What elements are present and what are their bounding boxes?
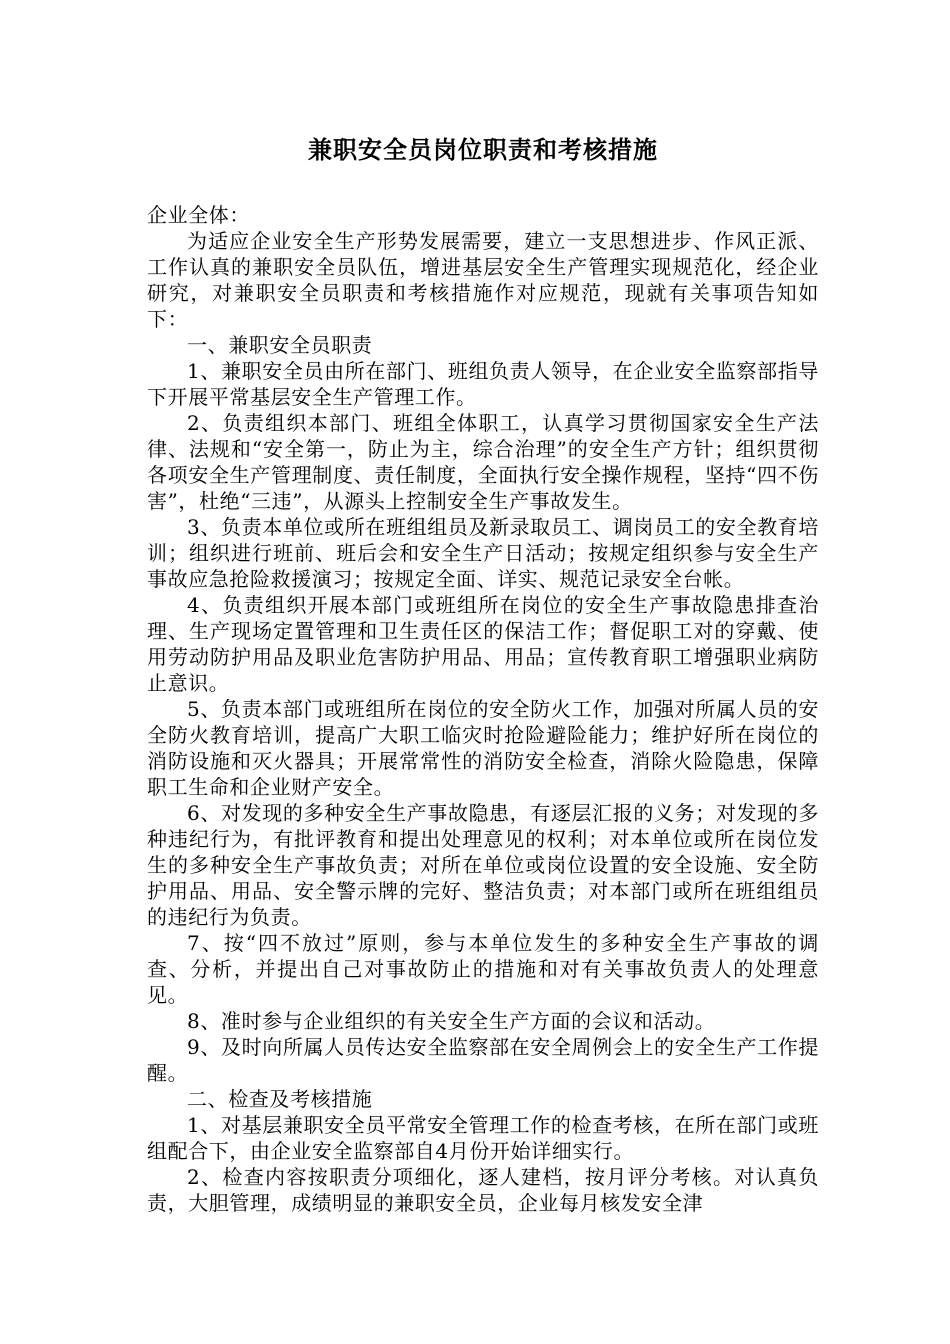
assessment-item-1: 1、对基层兼职安全员平常安全管理工作的检查考核，在所在部门或班组配合下，由企业安全监察部自4月份开始详细实行。 (147, 1113, 819, 1163)
salutation: 企业全体： (147, 203, 250, 227)
document-title: 兼职安全员岗位职责和考核措施 (308, 135, 658, 164)
intro-paragraph: 为适应企业安全生产形势发展需要，建立一支思想进步、作风正派、工作认真的兼职安全员队伍，增进基层安全生产管理实现规范化，经企业研究，对兼职安全员职责和考核措施作对应规范，现就有关事项告知如下： (147, 229, 819, 331)
duty-item-3: 3、负责本单位或所在班组组员及新录取员工、调岗员工的安全教育培训；组织进行班前、班后会和安全生产日活动；按规定组织参与安全生产事故应急抢险救援演习；按规定全面、详实、规范记录安全台帐。 (147, 515, 819, 591)
duty-item-5: 5、负责本部门或班组所在岗位的安全防火工作，加强对所属人员的安全防火教育培训，提高广大职工临灾时抢险避险能力；维护好所在岗位的消防设施和灭火器具；开展常常性的消防安全检查，消除火险隐患，保障职工生命和企业财产安全。 (147, 697, 819, 799)
section-heading-duties: 一、兼职安全员职责 (187, 333, 373, 357)
duty-item-1: 1、兼职安全员由所在部门、班组负责人领导，在企业安全监察部指导下开展平常基层安全生产管理工作。 (147, 359, 819, 409)
duty-item-9: 9、及时向所属人员传达安全监察部在安全周例会上的安全生产工作提醒。 (147, 1035, 819, 1085)
duty-item-8: 8、准时参与企业组织的有关安全生产方面的会议和活动。 (187, 1009, 716, 1033)
duty-item-4: 4、负责组织开展本部门或班组所在岗位的安全生产事故隐患排查治理、生产现场定置管理和卫生责任区的保洁工作；督促职工对的穿戴、使用劳动防护用品及职业危害防护用品、用品；宣传教育职工增强职业病防止意识。 (147, 593, 819, 695)
duty-item-6: 6、对发现的多种安全生产事故隐患，有逐层汇报的义务；对发现的多种违纪行为，有批评教育和提出处理意见的权利；对本单位或所在岗位发生的多种安全生产事故负责；对所在单位或岗位设置的安全设施、安全防护用品、用品、安全警示牌的完好、整洁负责；对本部门或所在班组组员的违纪行为负责。 (147, 801, 819, 929)
document-page (147, 132, 819, 1216)
duty-item-2: 2、负责组织本部门、班组全体职工，认真学习贯彻国家安全生产法律、法规和“安全第一，防止为主，综合治理”的安全生产方针；组织贯彻各项安全生产管理制度、责任制度，全面执行安全操作规程，坚持“四不伤害”，杜绝“三违”，从源头上控制安全生产事故发生。 (147, 411, 819, 513)
section-heading-assessment: 二、检查及考核措施 (187, 1087, 373, 1111)
duty-item-7: 7、按“四不放过”原则，参与本单位发生的多种安全生产事故的调查、分析，并提出自己对事故防止的措施和对有关事故负责人的处理意见。 (147, 931, 819, 1007)
assessment-item-2: 2、检查内容按职责分项细化，逐人建档，按月评分考核。对认真负责，大胆管理，成绩明显的兼职安全员，企业每月核发安全津 (147, 1165, 819, 1215)
